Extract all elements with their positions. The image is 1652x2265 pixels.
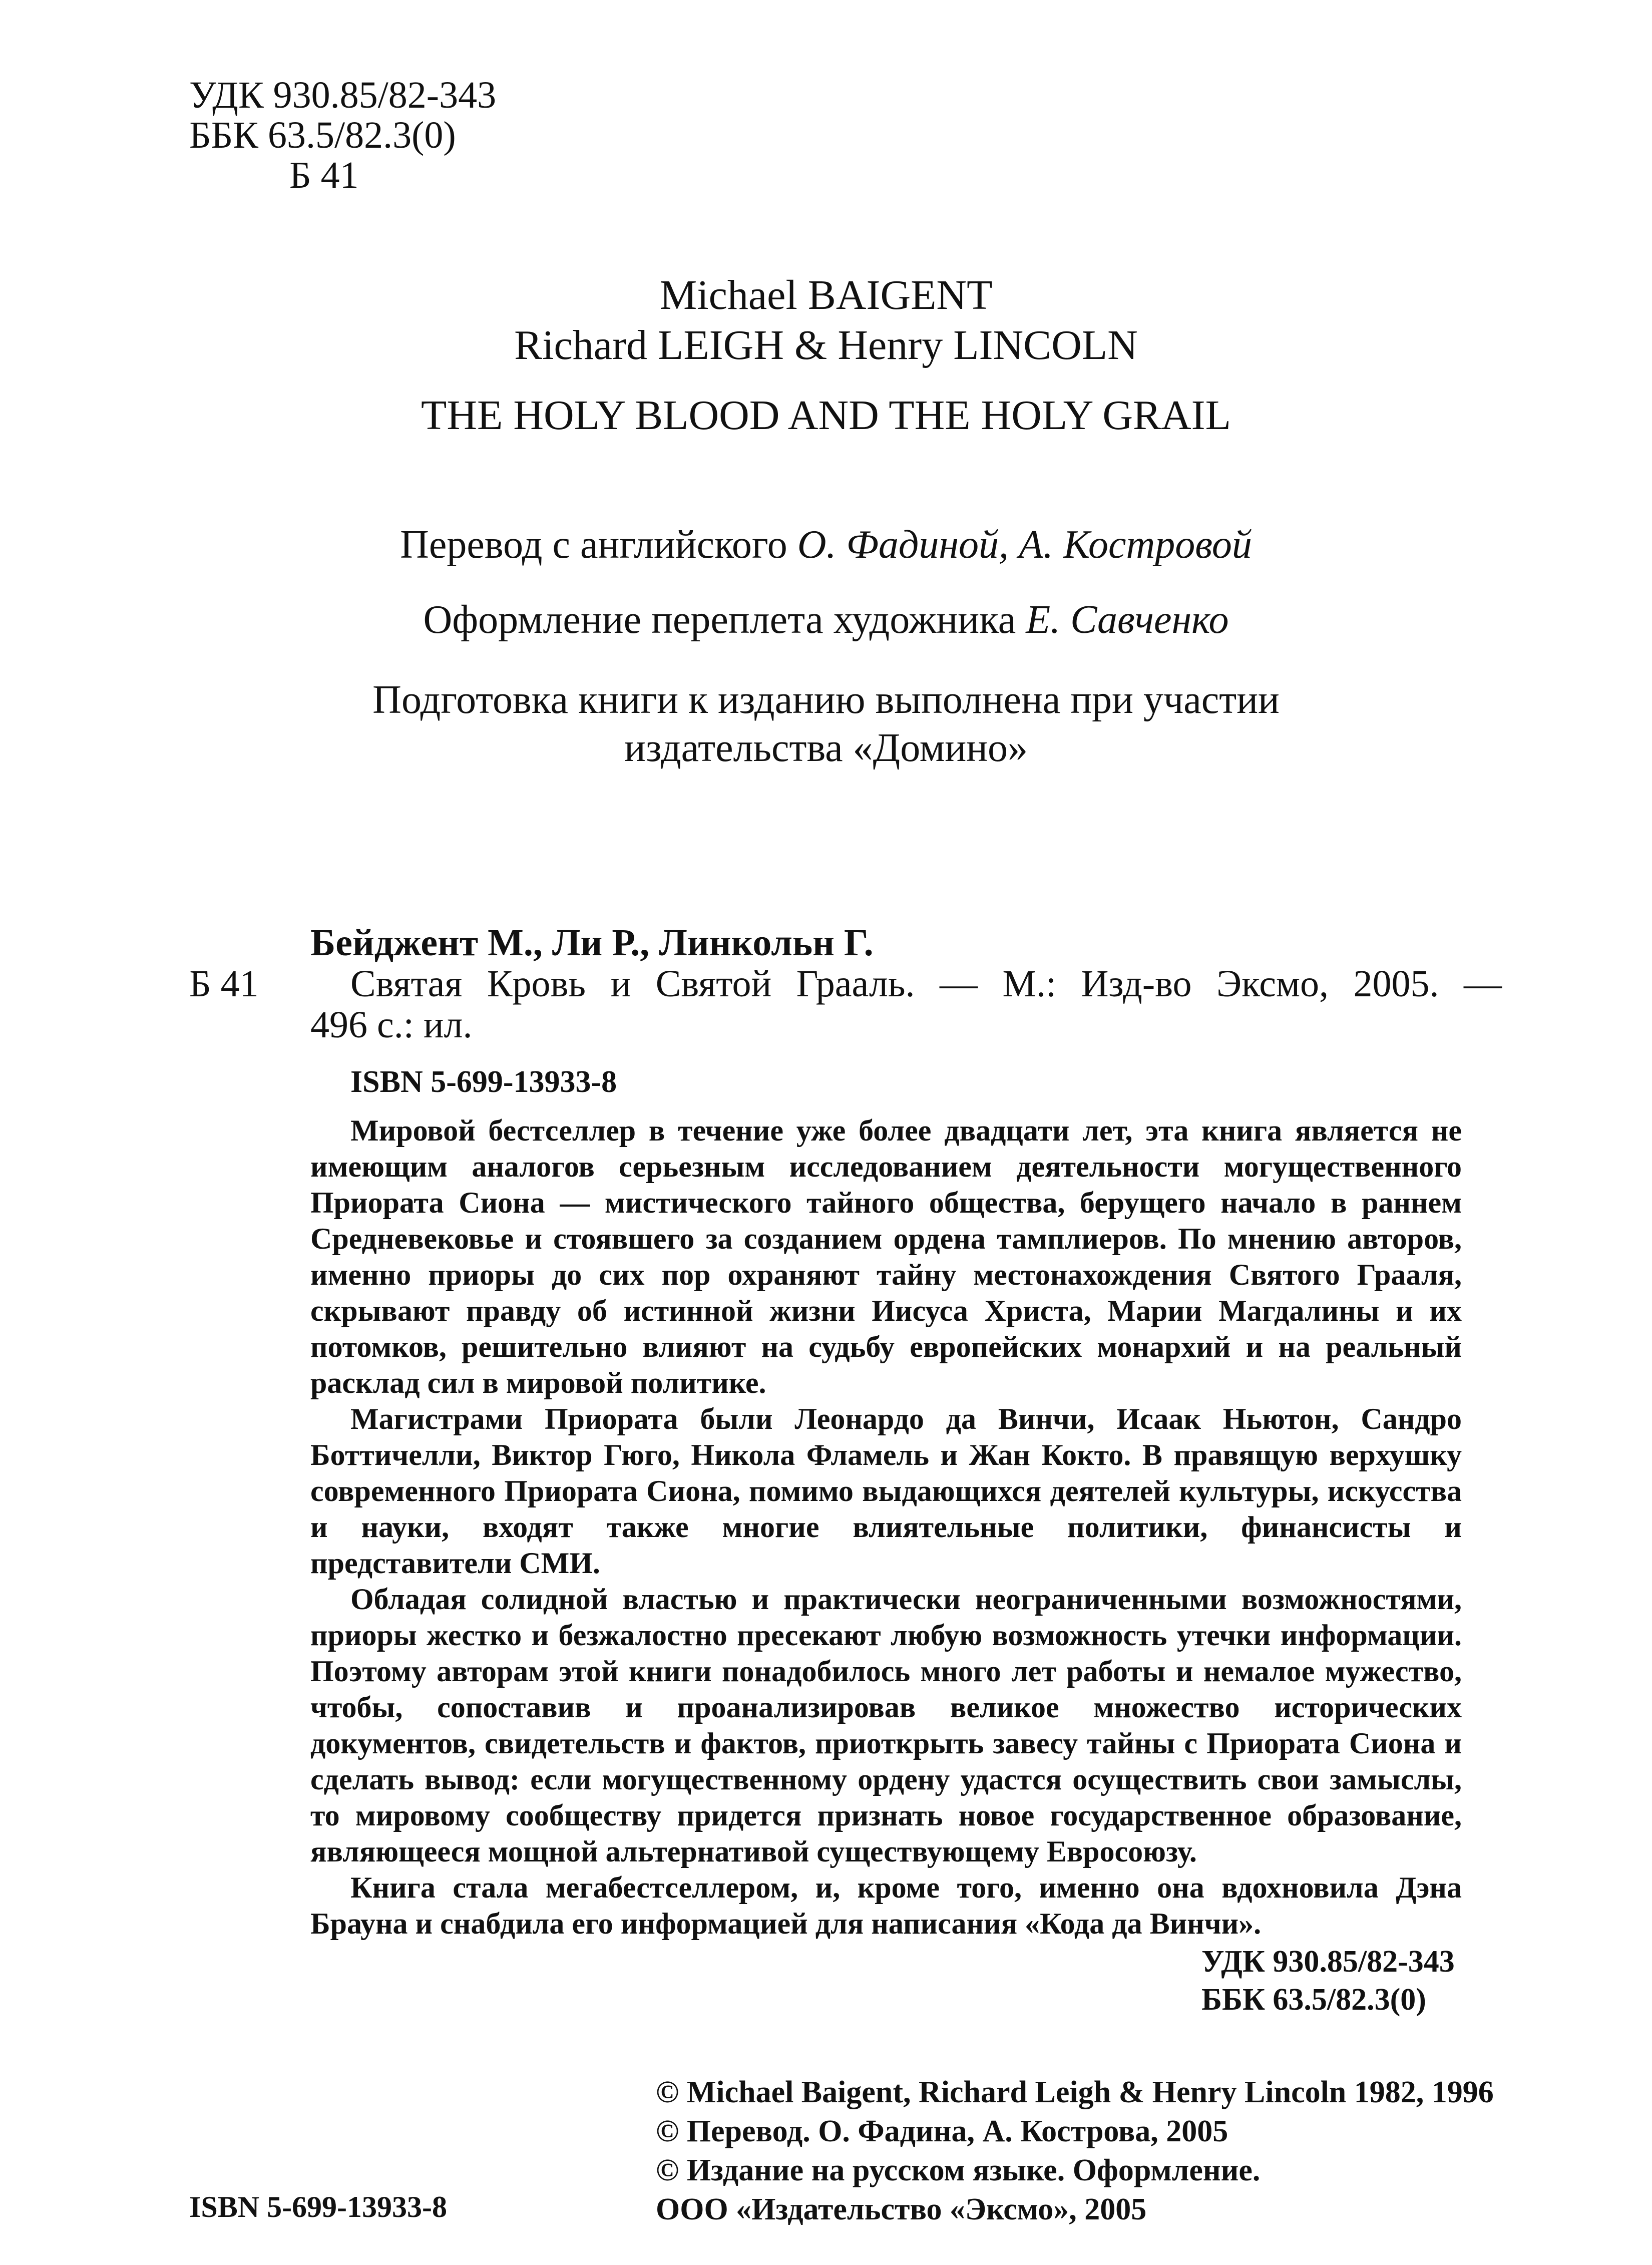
original-title: THE HOLY BLOOD AND THE HOLY GRAIL [421,392,1231,439]
preparation-line-1: Подготовка книги к изданию выполнена при участии [372,678,1280,722]
copyright-line: © Издание на русском языке. Оформление. [656,2153,1261,2187]
udk-code-bottom: УДК 930.85/82-343 [1201,1945,1455,1979]
bibliographic-authors: Бейджент М., Ли Р., Линкольн Г. [310,922,874,964]
original-authors [0,270,1652,370]
cover-design-credit [0,596,1652,644]
isbn-footer: ISBN 5-699-13933-8 [189,2190,448,2223]
bibliographic-code: Б 41 [189,963,259,1005]
translator-names: О. Фадиной, А. Костровой [797,523,1252,567]
preparation-credit [0,676,1652,772]
annotation-text [310,1112,1462,1942]
author-line-2: Richard LEIGH & Henry LINCOLN [514,322,1138,368]
copyright-line: © Перевод. О. Фадина, А. Кострова, 2005 [656,2114,1228,2148]
copyright-line: ООО «Издательство «Эксмо», 2005 [656,2192,1147,2226]
copyright-block [656,2073,1494,2229]
author-line-1: Michael BAIGENT [659,272,993,318]
classification-block-top [189,75,496,195]
translation-credit [0,521,1652,569]
classification-block-bottom [1201,1943,1455,2019]
bibliographic-pages: 496 с.: ил. [310,1004,473,1046]
copyright-line: © Michael Baigent, Richard Leigh & Henry Lincoln 1982, 1996 [656,2075,1494,2109]
annotation-paragraph: Обладая солидной властью и практически неограниченными возможностями, приоры жестко и безжалостно пресекают любую возможность утечки информации. Поэтому авторам этой книги понадобилось много лет работы и немалое мужество, чтобы, сопоставив и проанализировав великое множество исторических документов, свидетельств и фактов, приоткрыть завесу тайны с Приората Сиона и сделать вывод: если могущественному ордену удастся осуществить свои замыслы, то мировому сообществу придется признать новое государственное образование, являющееся мощной альтернативой существующему Евросоюзу. [310,1583,1462,1868]
udk-code: УДК 930.85/82-343 [189,74,497,116]
bbk-code: ББК 63.5/82.3(0) [189,114,456,156]
annotation-paragraph: Магистрами Приората были Леонардо да Винчи, Исаак Ньютон, Сандро Боттичелли, Виктор Гюго, Никола Фламель и Жан Кокто. В правящую верхушку современного Приората Сиона, помимо выдающихся деятелей культуры, искусства и науки, входят также многие влиятельные политики, финансисты и представители СМИ. [310,1402,1462,1580]
bbk-code-bottom: ББК 63.5/82.3(0) [1201,1983,1426,2017]
preparation-line-2: издательства «Домино» [624,726,1028,770]
translation-prefix: Перевод с английского [400,523,787,567]
bibliographic-title: Святая Кровь и Святой Грааль. — М.: Изд-во Эксмо, 2005. — [350,963,1502,1005]
cover-artist-name: Е. Савченко [1026,598,1229,642]
annotation-paragraph: Мировой бестселлер в течение уже более двадцати лет, эта книга является не имеющим аналогов серьезным исследованием деятельности могущественного Приората Сиона — мистического тайного общества, берущего начало в раннем Средневековье и стоявшего за созданием ордена тамплиеров. По мнению авторов, именно приоры до сих пор охраняют тайну местонахождения Святого Грааля, скрывают правду об истинной жизни Иисуса Христа, Марии Магдалины и их потомков, решительно влияют на судьбу европейских монархий и на реальный расклад сил в мировой политике. [310,1114,1462,1399]
author-sign: Б 41 [289,154,359,196]
isbn-main: ISBN 5-699-13933-8 [350,1065,617,1099]
cover-design-prefix: Оформление переплета художника [423,598,1016,642]
annotation-paragraph: Книга стала мегабестселлером, и, кроме того, именно она вдохновила Дэна Брауна и снабдила его информацией для написания «Кода да Винчи». [310,1871,1462,1940]
